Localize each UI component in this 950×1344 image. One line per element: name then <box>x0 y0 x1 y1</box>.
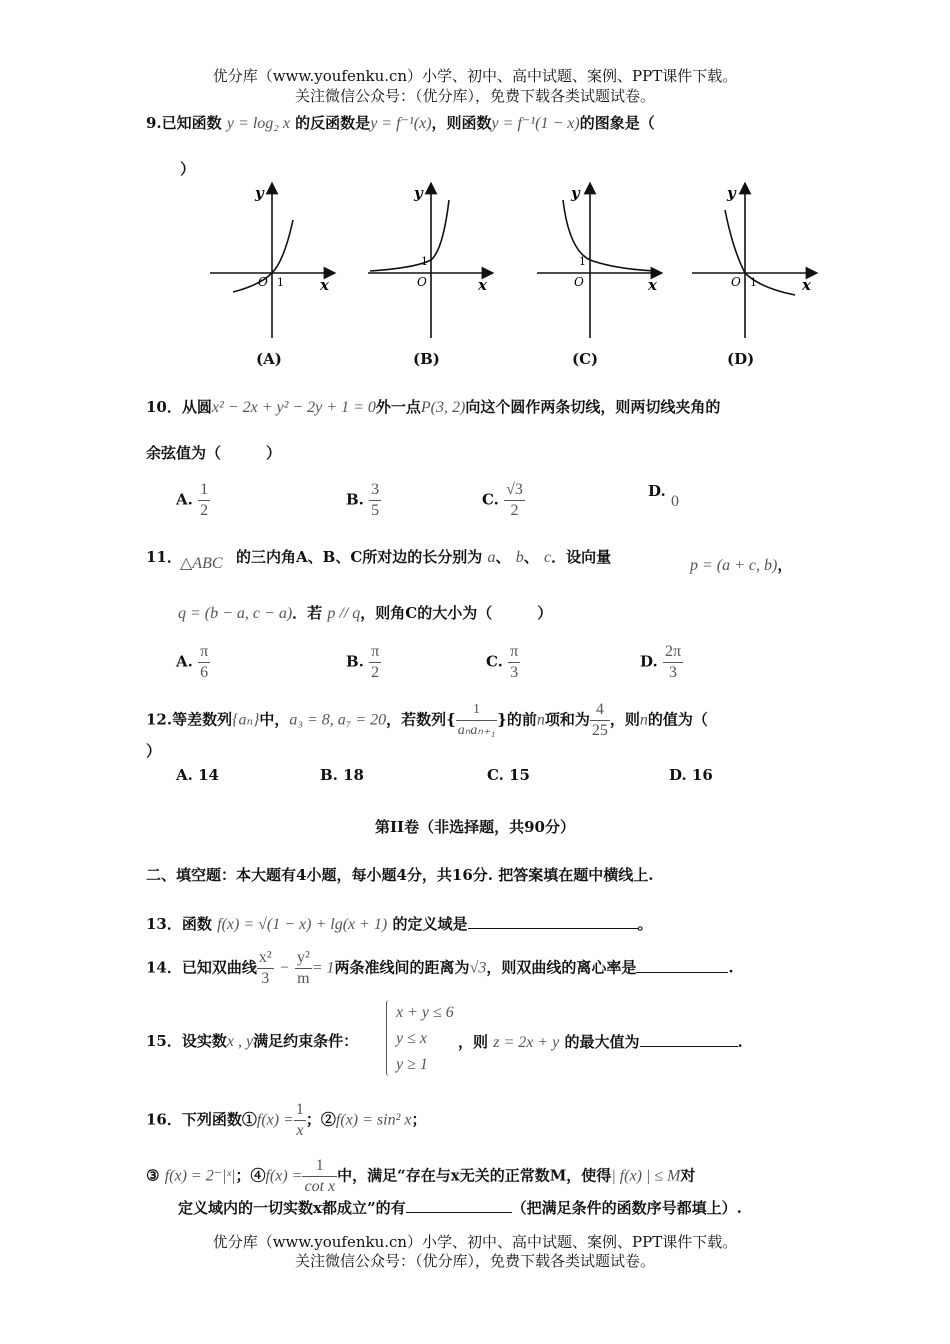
formula: f(x) = sin² x <box>335 1111 412 1129</box>
text: 中， <box>259 710 290 729</box>
graph-set <box>205 180 845 350</box>
question-10-line2: 余弦值为（ ） <box>146 444 282 462</box>
fraction <box>257 948 274 989</box>
numerator: 4 <box>590 700 610 721</box>
fraction <box>302 1156 337 1197</box>
denominator: 25 <box>591 722 608 739</box>
numerator: π <box>508 642 520 663</box>
text: 已知函数 <box>161 114 222 132</box>
formula: y = f⁻¹(1 − x) <box>491 115 580 132</box>
text: 两条准线间的距离为 <box>334 958 470 977</box>
option-label: A. <box>176 490 193 509</box>
formula: y = f⁻¹(x) <box>370 115 432 132</box>
text: 外一点 <box>375 398 421 416</box>
text: 对 <box>680 1166 696 1185</box>
text: . <box>728 958 734 977</box>
text: 。 <box>637 915 653 933</box>
formula: b <box>515 549 524 566</box>
text: ，则函数 <box>431 114 492 132</box>
denominator: 2 <box>200 502 209 519</box>
origin-label: O <box>417 275 427 289</box>
fraction <box>198 642 210 683</box>
text: 的最大值为 <box>564 1033 640 1051</box>
axis-x-label: x <box>478 276 487 294</box>
formula: y = log₂ x <box>226 115 290 132</box>
tick-one: 1 <box>750 276 757 289</box>
formula: △ABC <box>180 555 223 572</box>
option-c[interactable] <box>486 642 520 683</box>
fraction <box>369 480 381 521</box>
text: 中，满足“存在与x无关的正常数M，使得 <box>337 1166 612 1185</box>
graph-c <box>537 184 658 338</box>
text: 下列函数① <box>181 1110 257 1129</box>
question-number: 10． <box>146 398 182 416</box>
graph-b <box>368 184 488 338</box>
formula: = 1 <box>311 959 335 977</box>
denominator: 6 <box>200 664 209 681</box>
question-15 <box>146 1030 358 1053</box>
denominator: 3 <box>261 970 270 987</box>
fraction <box>294 1100 306 1141</box>
formula: f(x) = 2⁻|ˣ| <box>164 1167 236 1185</box>
text: ，则双曲线的离心率是 <box>486 958 637 977</box>
formula: q = (b − a, c − a) <box>178 605 293 622</box>
question-11-text <box>236 546 611 569</box>
text: ，则 <box>609 710 640 729</box>
numerator: 1 <box>302 1156 337 1177</box>
text: 的定义域是 <box>392 915 468 933</box>
denominator: 3 <box>668 664 677 681</box>
question-11-line1 <box>180 552 223 575</box>
question-13 <box>146 912 653 936</box>
question-number: 9. <box>146 114 162 132</box>
text: 的三内角A、B、C所对边的长分别为 <box>236 548 483 566</box>
denominator: 3 <box>510 664 519 681</box>
formula: n <box>639 711 648 729</box>
option-a[interactable]: A. 14 <box>176 766 219 784</box>
fraction <box>590 700 610 741</box>
fraction <box>456 700 497 741</box>
question-number: 11． <box>146 548 182 566</box>
text: ，则 <box>458 1033 489 1051</box>
text: 的反函数是 <box>295 114 371 132</box>
option-label: B. <box>346 490 364 509</box>
constraint-3: y ≥ 1 <box>396 1056 428 1073</box>
answer-blank[interactable] <box>406 1196 512 1213</box>
question-12-close: ） <box>146 742 162 760</box>
option-b[interactable] <box>346 480 381 521</box>
text: ， <box>777 556 793 574</box>
text: ，则角C的大小为（ ） <box>360 604 553 622</box>
fraction <box>663 642 683 683</box>
option-d[interactable] <box>648 482 679 510</box>
option-label: A. <box>176 652 193 671</box>
formula: f(x) = <box>265 1167 303 1185</box>
text: 从圆 <box>181 398 212 416</box>
formula: x² − 2x + y² − 2y + 1 = 0 <box>211 399 376 416</box>
axis-y-label: y <box>727 184 736 202</box>
numerator: 3 <box>369 480 381 501</box>
option-label: B. <box>346 652 364 671</box>
graph-label-b: (B) <box>413 350 440 368</box>
graph-a <box>210 184 330 338</box>
text: 项和为 <box>544 710 590 729</box>
formula: n <box>536 711 545 729</box>
formula: f(x) = √(1 − x) + lg(x + 1) <box>217 916 388 933</box>
formula: | f(x) | ≤ M <box>611 1167 681 1185</box>
option-c[interactable] <box>482 480 525 521</box>
question-10 <box>146 396 720 419</box>
origin-label: O <box>574 275 584 289</box>
question-number: 13． <box>146 915 182 933</box>
operator: − <box>278 959 290 977</box>
header-line-1: 优分库（www.youfenku.cn）小学、初中、高中试题、案例、PPT课件下载。 <box>212 67 738 85</box>
question-16 <box>146 1100 427 1141</box>
text: 的图象是（ <box>579 114 655 132</box>
text: 向这个圆作两条切线，则两切线夹角的 <box>465 398 721 416</box>
graph-label-a: (A) <box>256 350 282 368</box>
question-11-vector-p <box>690 554 792 577</box>
text: 已知双曲线 <box>181 958 257 977</box>
text: 、 <box>495 548 511 566</box>
text: 设实数 <box>181 1032 227 1050</box>
formula: p = (a + c, b) <box>690 557 778 574</box>
text: 、 <box>523 548 539 566</box>
denominator: aₙaₙ₊₁ <box>457 723 496 738</box>
text: ．设向量 <box>551 548 612 566</box>
question-number: 12. <box>146 710 173 729</box>
text: ③ <box>146 1166 160 1185</box>
formula: f(x) = <box>256 1111 294 1129</box>
axis-y-label: y <box>414 184 423 202</box>
answer-blank[interactable] <box>636 956 728 973</box>
question-11 <box>146 546 182 568</box>
option-label: C. <box>486 652 503 671</box>
option-value: 0 <box>670 493 679 510</box>
text: 的值为（ <box>647 710 708 729</box>
question-11-line2 <box>178 602 552 625</box>
axis-x-label: x <box>802 276 811 294</box>
axis-x-label: x <box>648 276 657 294</box>
text: 等差数列 <box>172 710 233 729</box>
formula: a₃ = 8, a₇ = 20 <box>289 711 387 729</box>
denominator: 5 <box>371 502 380 519</box>
answer-blank[interactable] <box>468 912 638 929</box>
numerator: x² <box>257 948 274 969</box>
numerator: π <box>198 642 210 663</box>
question-12 <box>146 700 708 741</box>
axis-y-label: y <box>255 184 264 202</box>
numerator: 1 <box>456 700 497 721</box>
numerator: √3 <box>504 480 525 501</box>
option-a[interactable] <box>176 642 210 683</box>
option-label: C. <box>482 490 499 509</box>
question-14 <box>146 948 734 989</box>
formula: p // q <box>327 605 361 622</box>
graph-d <box>692 184 812 338</box>
header-line-2: 关注微信公众号：（优分库），免费下载各类试题试卷。 <box>294 87 655 105</box>
fraction <box>504 480 525 521</box>
option-label: D. <box>648 482 666 500</box>
formula: c <box>544 549 552 566</box>
formula: P(3, 2) <box>420 399 466 416</box>
formula: x , y <box>226 1033 254 1050</box>
constraint-1: x + y ≤ 6 <box>396 1004 454 1021</box>
numerator: 1 <box>198 480 210 501</box>
constraint-2: y ≤ x <box>396 1030 427 1047</box>
graph-label-d: (D) <box>727 350 755 368</box>
numerator: 2π <box>663 642 683 663</box>
text: 函数 <box>181 915 212 933</box>
text: 满足约束条件： <box>253 1032 359 1050</box>
text: ；④ <box>235 1166 266 1185</box>
question-9-close: ） <box>180 160 196 178</box>
question-number: 16． <box>146 1110 182 1129</box>
part-title: 第II卷（非选择题，共90分） <box>375 818 575 836</box>
text: . <box>737 1033 743 1051</box>
text: ； <box>411 1110 427 1129</box>
text: （把满足条件的函数序号都填上）. <box>511 1199 742 1217</box>
numerator: 1 <box>294 1100 306 1121</box>
denominator: 2 <box>510 502 519 519</box>
origin-label: O <box>731 275 741 289</box>
option-c[interactable]: C. 15 <box>487 766 530 784</box>
text: ，若数列{ <box>386 710 456 729</box>
option-d[interactable]: D. 16 <box>669 766 713 784</box>
fraction <box>369 642 381 683</box>
tick-one: 1 <box>277 276 284 289</box>
question-number: 14． <box>146 958 182 977</box>
formula: z = 2x + y <box>493 1034 560 1051</box>
constraint-brace <box>386 1000 393 1076</box>
section-title: 二、填空题：本大题有4小题，每小题4分，共16分. 把答案填在题中横线上. <box>146 866 654 884</box>
formula: √3 <box>469 959 487 977</box>
denominator: m <box>297 970 310 987</box>
option-label: D. <box>640 652 658 671</box>
footer-line-1: 优分库（www.youfenku.cn）小学、初中、高中试题、案例、PPT课件下载。 <box>212 1233 738 1251</box>
formula: a <box>487 549 496 566</box>
fraction <box>198 480 210 521</box>
question-number: 15． <box>146 1032 182 1050</box>
option-a[interactable] <box>176 480 210 521</box>
formula: {aₙ} <box>232 711 260 729</box>
fraction <box>508 642 520 683</box>
axis-y-label: y <box>571 184 580 202</box>
question-9 <box>146 112 655 135</box>
axis-x-label: x <box>320 276 329 294</box>
option-d[interactable] <box>640 642 683 683</box>
numerator: π <box>369 642 381 663</box>
graph-label-c: (C) <box>572 350 599 368</box>
text: ；② <box>305 1110 336 1129</box>
denominator: 2 <box>371 664 380 681</box>
text: ．若 <box>292 604 323 622</box>
answer-blank[interactable] <box>640 1030 738 1047</box>
denominator: cot x <box>304 1178 336 1195</box>
question-15-rest <box>458 1030 743 1054</box>
option-b[interactable] <box>346 642 381 683</box>
numerator: y² <box>295 948 312 969</box>
question-16-line3 <box>178 1196 742 1219</box>
text: 定义域内的一切实数x都成立”的有 <box>178 1199 406 1217</box>
option-b[interactable]: B. 18 <box>320 766 364 784</box>
tick-one: 1 <box>421 255 428 268</box>
origin-label: O <box>258 275 268 289</box>
question-16-line2 <box>146 1156 695 1197</box>
tick-one: 1 <box>579 255 586 268</box>
text: }的前 <box>497 710 537 729</box>
fraction <box>295 948 312 989</box>
footer-line-2: 关注微信公众号：（优分库），免费下载各类试题试卷。 <box>294 1252 655 1270</box>
denominator: x <box>296 1122 304 1139</box>
